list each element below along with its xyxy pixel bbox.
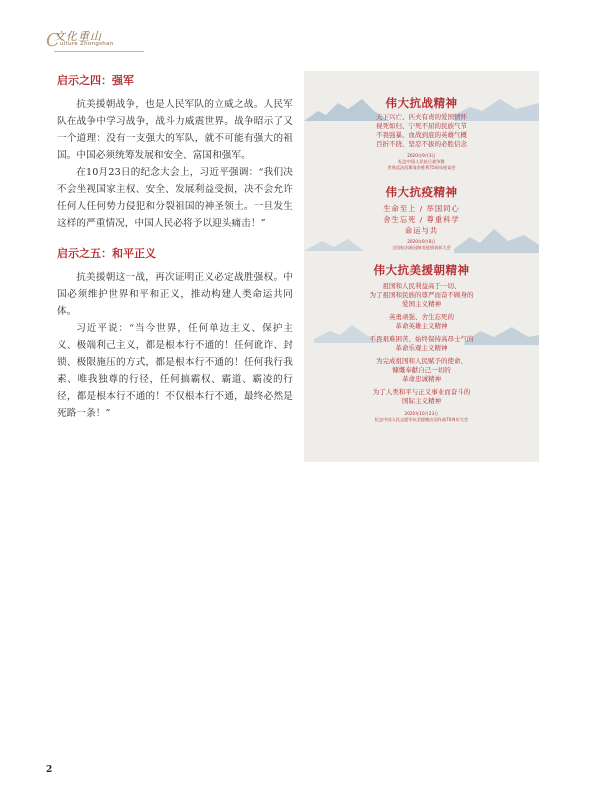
spirit-source-event: 纪念中国人民志愿军抗美援朝出国作战70周年大会 <box>374 417 469 422</box>
spirit-line: 命运与共 <box>404 226 439 235</box>
spirit-source-date: 2020年10月23日 <box>404 411 439 416</box>
spirit-line: 革命忠诚精神 <box>402 375 441 383</box>
spirit-source-event: 世界反法西斯战争胜利75周年座谈会 <box>387 165 456 170</box>
logo-initial: C <box>46 30 60 51</box>
spirit-line: 为完成祖国和人民赋予的使命、 <box>376 357 467 365</box>
section-4-paragraph-1: 抗美援朝战争，也是人民军队的立威之战。人民军队在战争中学习战争，战斗力威震世界。战争昭示了又一个道理：没有一支强大的军队，就不可能有强大的祖国。中国必须统筹发展和安全、富国和强军。 <box>57 99 293 161</box>
section-5-title: 启示之五：和平正义 <box>57 247 156 260</box>
resist-us-aid-korea-spirit-title: 伟大抗美援朝精神 <box>373 263 470 277</box>
spirit-source-event: 全国抗击新冠肺炎疫情表彰大会 <box>392 245 451 250</box>
spirit-line: 英勇顽强、舍生忘死的 <box>389 313 454 321</box>
spirit-line: 慷慨奉献自己一切的 <box>392 366 451 374</box>
spirit-line: 国际主义精神 <box>402 397 441 405</box>
spirit-line: 革命英雄主义精神 <box>395 322 448 330</box>
logo-chinese: 文化重山 <box>54 30 102 43</box>
article-body <box>57 73 293 422</box>
spirit-source-date: 2020年9月8日 <box>407 239 436 244</box>
spirit-panel <box>304 71 539 462</box>
spirit-line: 为了人类和平与正义事业而奋斗的 <box>372 388 471 396</box>
spirit-line: 视死如归、宁死不屈的民族气节 <box>376 122 467 130</box>
spirit-line: 革命乐观主义精神 <box>395 344 448 352</box>
spirit-line: 天下兴亡、匹夫有责的爱国情怀 <box>376 113 467 121</box>
spirit-line: 不畏艰难困苦、始终保持高昂士气的 <box>369 335 474 343</box>
spirit-line: 为了祖国和民族的尊严而奋不顾身的 <box>369 291 474 299</box>
section-4-title: 启示之四：强军 <box>57 74 134 87</box>
spirit-line: 不畏强暴、血战到底的英雄气概 <box>376 131 467 139</box>
section-4-paragraph-2: 在10月23日的纪念大会上，习近平强调：“我们决不会坐视国家主权、安全、发展利益受损，决不会允许任何人任何势力侵犯和分裂祖国的神圣领土。一旦发生这样的严重情况，中国人民必将予以迎头痛击！” <box>57 167 293 229</box>
spirit-source-event: 纪念中国人民抗日战争暨 <box>398 159 445 164</box>
section-5-paragraph-2: 习近平说：“当今世界，任何单边主义、保护主义、极端利己主义，都是根本行不通的！任何讹诈、封锁、极限施压的方式，都是根本行不通的！任何我行我素、唯我独尊的行径，任何搞霸权、霸道、霸凌的行径，都是根本行不通的！不仅根本行不通，最终必然是死路一条！” <box>57 323 293 419</box>
anti-japanese-spirit-title: 伟大抗战精神 <box>385 96 458 110</box>
spirit-source-date: 2020年9月3日 <box>407 153 436 158</box>
spirit-line: 舍生忘死 / 尊重科学 <box>383 215 460 224</box>
spirit-line: 百折不挠、坚忍不拔的必胜信念 <box>376 140 467 148</box>
section-5-paragraph-1: 抗美援朝这一战，再次证明正义必定战胜强权。中国必须维护世界和平和正义，推动构建人类命运共同体。 <box>57 272 293 317</box>
page-number: 2 <box>46 765 53 775</box>
spirit-line: 祖国和人民利益高于一切、 <box>382 282 461 290</box>
spirit-line: 爱国主义精神 <box>402 300 441 308</box>
logo-english: ulture Zhongshan <box>60 41 114 47</box>
magazine-logo <box>46 26 146 52</box>
header-rule <box>54 51 144 52</box>
spirit-line: 生命至上 / 举国同心 <box>383 204 460 213</box>
anti-epidemic-spirit-title: 伟大抗疫精神 <box>385 185 458 199</box>
